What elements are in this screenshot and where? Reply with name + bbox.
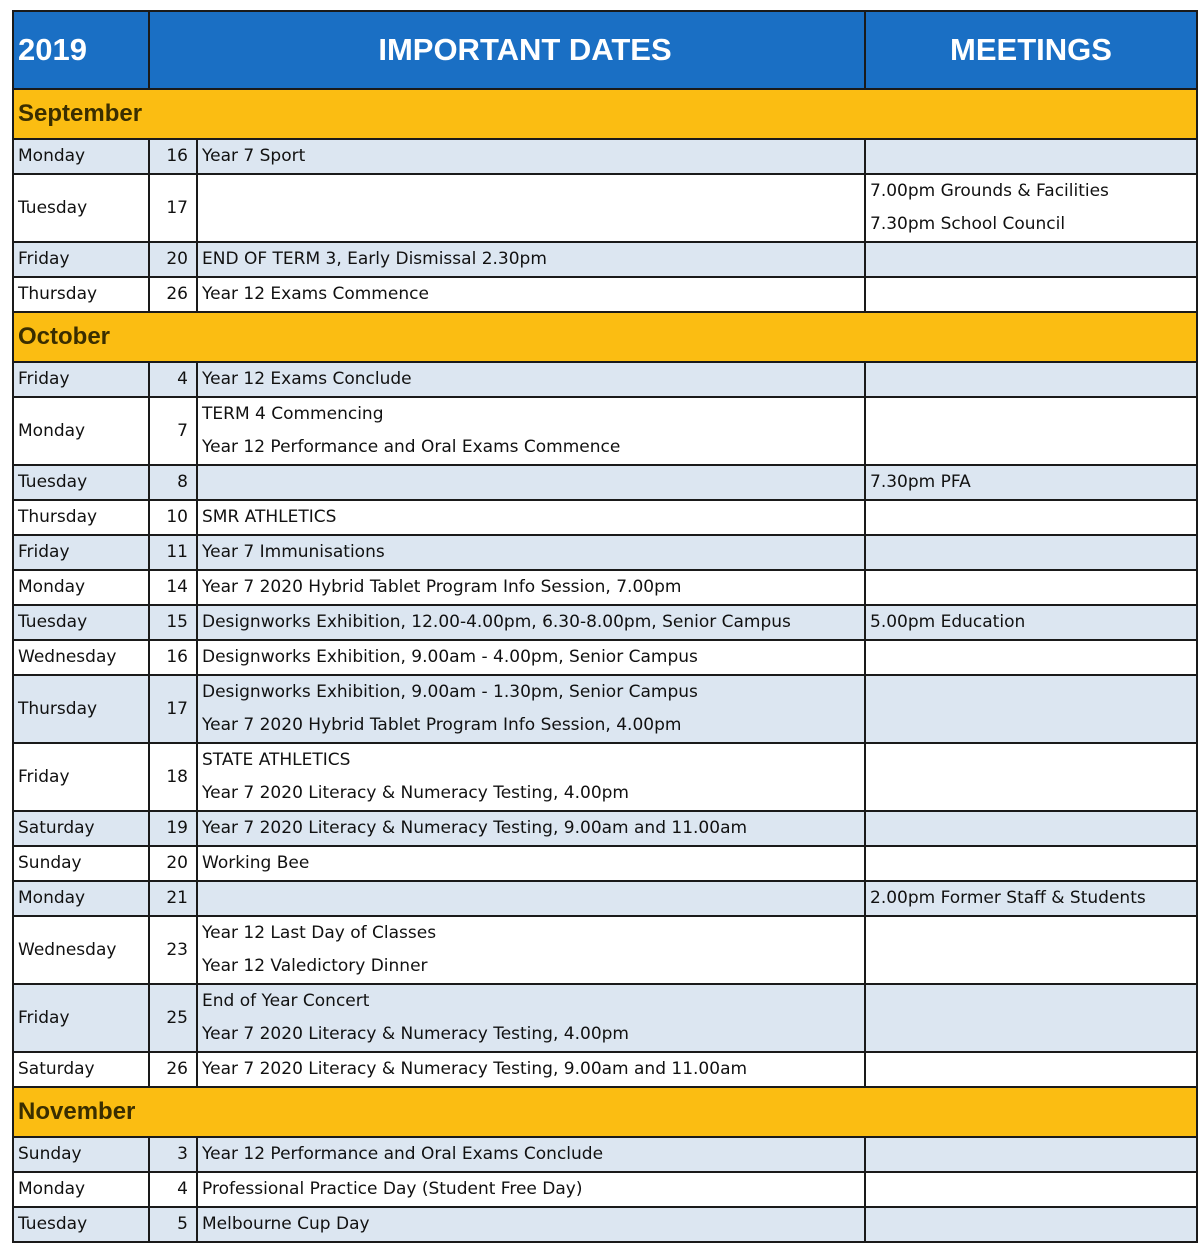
day-cell: Tuesday — [13, 1207, 149, 1242]
date-cell: 21 — [149, 881, 197, 916]
event-text: Melbourne Cup Day — [202, 1214, 370, 1234]
day-cell: Friday — [13, 984, 149, 1052]
month-label: September — [13, 89, 1197, 139]
meeting-cell — [865, 1207, 1197, 1242]
meeting-cell — [865, 984, 1197, 1052]
meeting-cell — [865, 1052, 1197, 1087]
event-row — [13, 1172, 1197, 1207]
event-text: Year 12 Last Day of Classes — [202, 923, 437, 943]
date-cell: 17 — [149, 174, 197, 242]
day-cell: Monday — [13, 881, 149, 916]
meeting-cell — [865, 881, 1197, 916]
event-cell — [197, 1207, 865, 1242]
meeting-cell — [865, 242, 1197, 277]
month-label: November — [13, 1087, 1197, 1137]
meeting-text: 7.00pm Grounds & Facilities — [870, 181, 1109, 201]
day-cell: Thursday — [13, 675, 149, 743]
meeting-cell — [865, 1137, 1197, 1172]
event-row — [13, 743, 1197, 811]
event-text: Year 12 Exams Commence — [202, 284, 429, 304]
event-row — [13, 277, 1197, 312]
meeting-cell — [865, 640, 1197, 675]
event-text: STATE ATHLETICS — [202, 750, 351, 770]
meeting-cell — [865, 605, 1197, 640]
meeting-cell — [865, 174, 1197, 242]
meetings-heading: MEETINGS — [865, 11, 1197, 89]
date-cell: 3 — [149, 1137, 197, 1172]
date-cell: 7 — [149, 397, 197, 465]
meeting-cell — [865, 362, 1197, 397]
event-row — [13, 675, 1197, 743]
event-cell — [197, 465, 865, 500]
meeting-text: 2.00pm Former Staff & Students — [870, 888, 1146, 908]
month-row — [13, 312, 1197, 362]
event-text: Year 12 Exams Conclude — [202, 369, 412, 389]
event-cell — [197, 1137, 865, 1172]
event-text: Designworks Exhibition, 9.00am - 1.30pm, Senior Campus — [202, 682, 698, 702]
event-text: End of Year Concert — [202, 991, 370, 1011]
date-cell: 20 — [149, 846, 197, 881]
day-cell: Tuesday — [13, 465, 149, 500]
event-cell — [197, 174, 865, 242]
day-cell: Friday — [13, 242, 149, 277]
meeting-cell — [865, 916, 1197, 984]
date-cell: 18 — [149, 743, 197, 811]
event-text: Year 7 2020 Literacy & Numeracy Testing, 9.00am and 11.00am — [202, 1059, 748, 1079]
day-cell: Friday — [13, 362, 149, 397]
event-text: Professional Practice Day (Student Free Day) — [202, 1179, 583, 1199]
event-text: Year 12 Performance and Oral Exams Commence — [202, 437, 621, 457]
event-row — [13, 1207, 1197, 1242]
event-row — [13, 570, 1197, 605]
event-cell — [197, 277, 865, 312]
day-cell: Monday — [13, 139, 149, 174]
event-row — [13, 465, 1197, 500]
event-text: END OF TERM 3, Early Dismissal 2.30pm — [202, 249, 547, 269]
event-row — [13, 1137, 1197, 1172]
event-text: Year 7 2020 Literacy & Numeracy Testing, 4.00pm — [202, 783, 629, 803]
day-cell: Thursday — [13, 277, 149, 312]
meeting-cell — [865, 139, 1197, 174]
month-label: October — [13, 312, 1197, 362]
date-cell: 15 — [149, 605, 197, 640]
important-dates-heading: IMPORTANT DATES — [149, 11, 865, 89]
date-cell: 19 — [149, 811, 197, 846]
event-row — [13, 811, 1197, 846]
day-cell: Tuesday — [13, 174, 149, 242]
meeting-text: 5.00pm Education — [870, 612, 1026, 632]
event-cell — [197, 139, 865, 174]
event-text: TERM 4 Commencing — [202, 404, 384, 424]
date-cell: 26 — [149, 1052, 197, 1087]
date-cell: 4 — [149, 1172, 197, 1207]
event-row — [13, 174, 1197, 242]
event-row — [13, 242, 1197, 277]
meeting-cell — [865, 846, 1197, 881]
event-cell — [197, 397, 865, 465]
event-row — [13, 984, 1197, 1052]
day-cell: Wednesday — [13, 916, 149, 984]
meeting-cell — [865, 397, 1197, 465]
meeting-cell — [865, 1172, 1197, 1207]
event-cell — [197, 570, 865, 605]
meeting-cell — [865, 570, 1197, 605]
day-cell: Friday — [13, 535, 149, 570]
meeting-text: 7.30pm School Council — [870, 214, 1066, 234]
meeting-cell — [865, 811, 1197, 846]
day-cell: Friday — [13, 743, 149, 811]
date-cell: 23 — [149, 916, 197, 984]
event-row — [13, 362, 1197, 397]
date-cell: 17 — [149, 675, 197, 743]
event-row — [13, 916, 1197, 984]
date-cell: 26 — [149, 277, 197, 312]
meeting-cell — [865, 465, 1197, 500]
event-cell — [197, 242, 865, 277]
day-cell: Saturday — [13, 811, 149, 846]
date-cell: 20 — [149, 242, 197, 277]
date-cell: 11 — [149, 535, 197, 570]
month-row — [13, 1087, 1197, 1137]
day-cell: Monday — [13, 570, 149, 605]
event-text: Designworks Exhibition, 9.00am - 4.00pm, Senior Campus — [202, 647, 698, 667]
date-cell: 25 — [149, 984, 197, 1052]
event-row — [13, 535, 1197, 570]
event-cell — [197, 1172, 865, 1207]
date-cell: 10 — [149, 500, 197, 535]
date-cell: 14 — [149, 570, 197, 605]
day-cell: Tuesday — [13, 605, 149, 640]
important-dates-table — [12, 10, 1198, 1243]
event-row — [13, 139, 1197, 174]
meeting-cell — [865, 500, 1197, 535]
day-cell: Sunday — [13, 846, 149, 881]
event-text: Year 12 Valedictory Dinner — [202, 956, 428, 976]
month-row — [13, 89, 1197, 139]
meeting-cell — [865, 675, 1197, 743]
date-cell: 16 — [149, 139, 197, 174]
event-cell — [197, 811, 865, 846]
event-text: Year 7 Immunisations — [202, 542, 385, 562]
event-text: Year 7 Sport — [202, 146, 306, 166]
event-cell — [197, 984, 865, 1052]
header-row — [13, 11, 1197, 89]
day-cell: Wednesday — [13, 640, 149, 675]
event-cell — [197, 846, 865, 881]
event-cell — [197, 605, 865, 640]
event-cell — [197, 881, 865, 916]
event-text: Year 12 Performance and Oral Exams Conclude — [202, 1144, 604, 1164]
event-cell — [197, 1052, 865, 1087]
event-cell — [197, 743, 865, 811]
meeting-cell — [865, 535, 1197, 570]
day-cell: Saturday — [13, 1052, 149, 1087]
date-cell: 16 — [149, 640, 197, 675]
meeting-text: 7.30pm PFA — [870, 472, 971, 492]
event-row — [13, 397, 1197, 465]
meeting-cell — [865, 743, 1197, 811]
event-row — [13, 500, 1197, 535]
event-text: Year 7 2020 Hybrid Tablet Program Info Session, 4.00pm — [202, 715, 682, 735]
day-cell: Monday — [13, 1172, 149, 1207]
event-text: Year 7 2020 Literacy & Numeracy Testing, 9.00am and 11.00am — [202, 818, 748, 838]
event-row — [13, 1052, 1197, 1087]
event-text: Designworks Exhibition, 12.00-4.00pm, 6.30-8.00pm, Senior Campus — [202, 612, 791, 632]
date-cell: 4 — [149, 362, 197, 397]
meeting-cell — [865, 277, 1197, 312]
event-text: Year 7 2020 Hybrid Tablet Program Info Session, 7.00pm — [202, 577, 682, 597]
event-cell — [197, 640, 865, 675]
event-cell — [197, 916, 865, 984]
event-row — [13, 640, 1197, 675]
date-cell: 8 — [149, 465, 197, 500]
event-text: Year 7 2020 Literacy & Numeracy Testing, 4.00pm — [202, 1024, 629, 1044]
event-cell — [197, 535, 865, 570]
event-cell — [197, 675, 865, 743]
event-row — [13, 846, 1197, 881]
event-row — [13, 881, 1197, 916]
event-row — [13, 605, 1197, 640]
day-cell: Monday — [13, 397, 149, 465]
year-heading: 2019 — [13, 11, 149, 89]
event-cell — [197, 500, 865, 535]
day-cell: Thursday — [13, 500, 149, 535]
event-text: SMR ATHLETICS — [202, 507, 337, 527]
event-text: Working Bee — [202, 853, 310, 873]
date-cell: 5 — [149, 1207, 197, 1242]
day-cell: Sunday — [13, 1137, 149, 1172]
event-cell — [197, 362, 865, 397]
